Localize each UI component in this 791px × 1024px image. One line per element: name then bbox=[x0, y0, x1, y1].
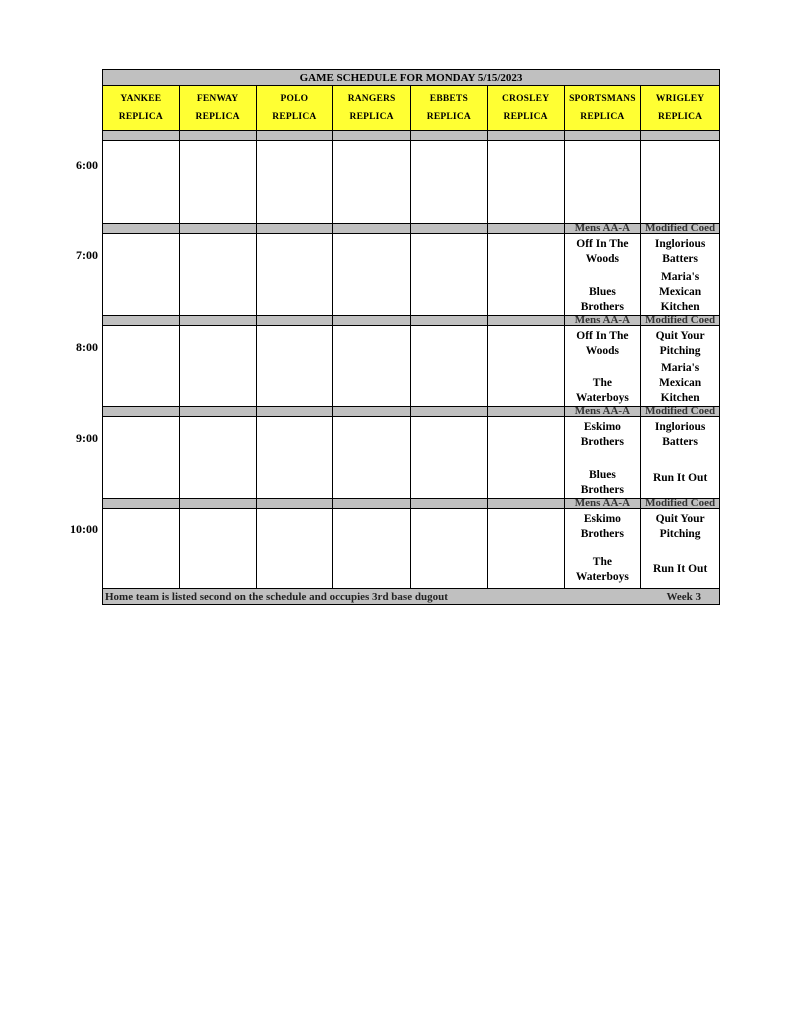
time-label-800: 8:00 bbox=[76, 340, 98, 354]
game-cell bbox=[565, 509, 642, 588]
away-team: Quit Your Pitching bbox=[655, 513, 705, 540]
field-sub: REPLICA bbox=[580, 112, 625, 122]
footer-bar bbox=[102, 588, 720, 605]
slot-row-1000 bbox=[102, 509, 720, 588]
league-row-1000 bbox=[102, 498, 720, 509]
field-name: CROSLEY bbox=[501, 94, 550, 104]
field-header-sportsmans bbox=[565, 86, 642, 130]
field-sub: REPLICA bbox=[195, 112, 240, 122]
time-label-1000: 10:00 bbox=[70, 522, 98, 536]
away-team: Eskimo Brothers bbox=[580, 421, 624, 448]
field-header-ebbets bbox=[411, 86, 488, 130]
field-sub: REPLICA bbox=[349, 112, 394, 122]
league-row-900 bbox=[102, 406, 720, 417]
league-row-800 bbox=[102, 315, 720, 326]
field-name: WRIGLEY bbox=[655, 94, 705, 104]
slot-row-600 bbox=[102, 141, 720, 223]
home-team: Maria's Mexican Kitchen bbox=[659, 271, 702, 313]
time-label-900: 9:00 bbox=[76, 431, 98, 445]
league-label: Mens AA-A bbox=[565, 499, 642, 508]
field-sub: REPLICA bbox=[503, 112, 548, 122]
schedule-title-text: GAME SCHEDULE FOR MONDAY 5/15/2023 bbox=[299, 71, 523, 84]
game-cell bbox=[641, 509, 719, 588]
away-team: Inglorious Batters bbox=[654, 238, 706, 265]
field-header-fenway bbox=[180, 86, 257, 130]
league-label: Modified Coed bbox=[641, 407, 719, 416]
game-cell bbox=[565, 417, 642, 498]
league-label: Modified Coed bbox=[641, 224, 719, 233]
home-team: Blues Brothers bbox=[580, 469, 624, 496]
league-label: Mens AA-A bbox=[565, 316, 642, 325]
game-cell bbox=[641, 234, 719, 315]
game-cell bbox=[565, 234, 642, 315]
home-team: Blues Brothers bbox=[580, 286, 624, 313]
away-team: Off In The Woods bbox=[576, 330, 629, 357]
slot-row-700 bbox=[102, 234, 720, 315]
field-header-yankee bbox=[103, 86, 180, 130]
schedule-title bbox=[102, 69, 720, 86]
away-team: Eskimo Brothers bbox=[580, 513, 624, 540]
game-cell bbox=[641, 417, 719, 498]
away-team: Quit Your Pitching bbox=[655, 330, 705, 357]
away-team: Off In The Woods bbox=[576, 238, 629, 265]
league-label: Modified Coed bbox=[641, 499, 719, 508]
league-label: Mens AA-A bbox=[565, 407, 642, 416]
field-sub: REPLICA bbox=[118, 112, 163, 122]
slot-row-900 bbox=[102, 417, 720, 498]
field-header-rangers bbox=[333, 86, 411, 130]
away-team: Inglorious Batters bbox=[654, 421, 706, 448]
field-name: POLO bbox=[280, 94, 309, 104]
field-sub: REPLICA bbox=[272, 112, 317, 122]
schedule-table bbox=[102, 69, 720, 605]
field-name: SPORTSMANS bbox=[569, 94, 636, 104]
home-team: Maria's Mexican Kitchen bbox=[659, 362, 702, 404]
slot-row-800 bbox=[102, 326, 720, 406]
field-name: EBBETS bbox=[429, 94, 468, 104]
field-header-row bbox=[102, 86, 720, 130]
field-sub: REPLICA bbox=[658, 112, 703, 122]
field-header-polo bbox=[257, 86, 334, 130]
field-header-wrigley bbox=[641, 86, 719, 130]
field-name: FENWAY bbox=[196, 94, 239, 104]
game-cell bbox=[641, 326, 719, 406]
field-header-crosley bbox=[488, 86, 565, 130]
time-label-600: 6:00 bbox=[76, 158, 98, 172]
home-team: Run It Out bbox=[652, 472, 708, 484]
time-label-700: 7:00 bbox=[76, 248, 98, 262]
home-team: The Waterboys bbox=[575, 377, 629, 404]
footer-week: Week 3 bbox=[666, 590, 701, 603]
home-team: Run It Out bbox=[652, 563, 708, 575]
game-cell bbox=[565, 326, 642, 406]
field-name: RANGERS bbox=[347, 94, 396, 104]
league-label: Modified Coed bbox=[641, 316, 719, 325]
field-sub: REPLICA bbox=[426, 112, 471, 122]
league-label: Mens AA-A bbox=[565, 224, 642, 233]
separator-row bbox=[102, 130, 720, 141]
league-row-700 bbox=[102, 223, 720, 234]
home-team: The Waterboys bbox=[575, 556, 629, 583]
field-name: YANKEE bbox=[120, 94, 162, 104]
footer-note: Home team is listed second on the schedule and occupies 3rd base dugout bbox=[105, 590, 448, 603]
